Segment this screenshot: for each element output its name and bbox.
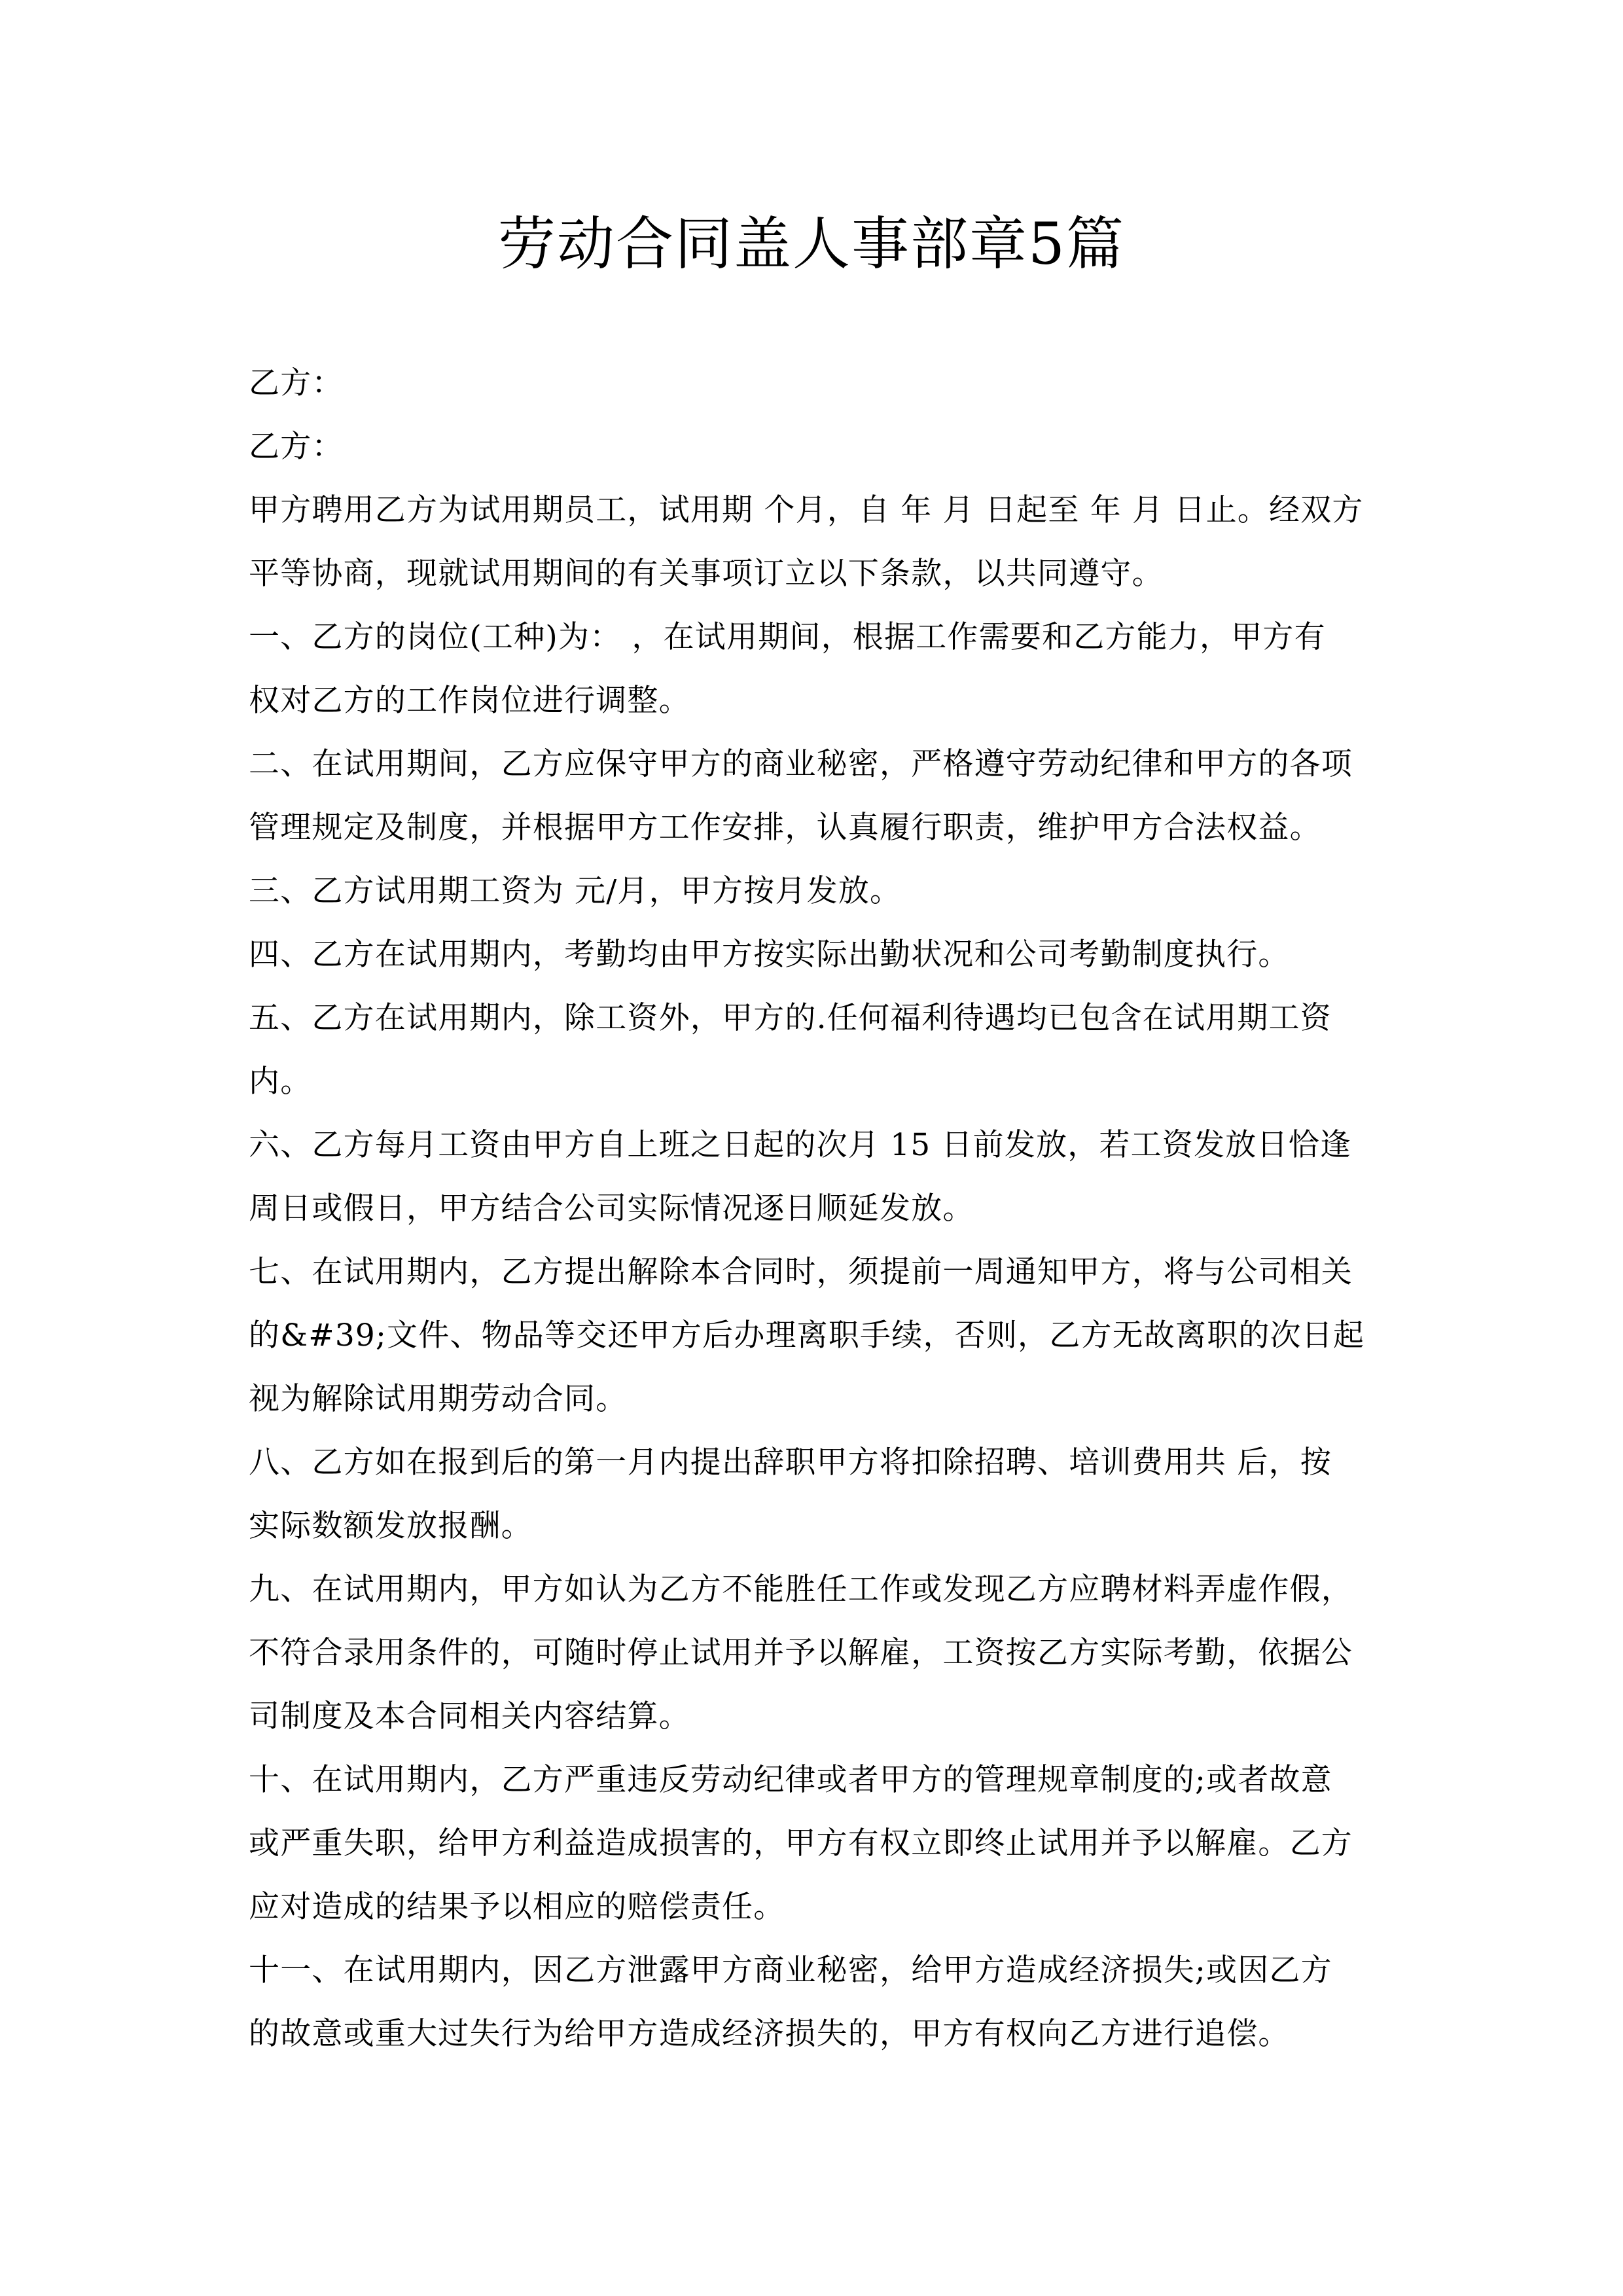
text-line: 一、乙方的岗位(工种)为： ，在试用期间，根据工作需要和乙方能力，甲方有: [249, 619, 1326, 655]
paragraph-clause-10: [249, 1748, 1387, 1939]
text-line: 四、乙方在试用期内，考勤均由甲方按实际出勤状况和公司考勤制度执行。: [249, 937, 1290, 973]
text-line: 的&#39;文件、物品等交还甲方后办理离职手续，否则，乙方无故离职的次日起: [249, 1318, 1365, 1354]
text-line: 十一、在试用期内，因乙方泄露甲方商业秘密，给甲方造成经济损失;或因乙方: [249, 1952, 1332, 1988]
text-line: 八、乙方如在报到后的第一月内提出辞职甲方将扣除招聘、培训费用共 后，按: [249, 1444, 1332, 1480]
text-line: 七、在试用期内，乙方提出解除本合同时，须提前一周通知甲方，将与公司相关: [249, 1254, 1353, 1290]
text-line: 乙方：: [249, 365, 344, 401]
paragraph-party-b-2: [249, 415, 1387, 478]
text-line: 三、乙方试用期工资为 元/月，甲方按月发放。: [249, 873, 902, 909]
paragraph-clause-4: [249, 923, 1387, 986]
text-line: 权对乙方的工作岗位进行调整。: [249, 683, 690, 719]
paragraph-clause-11: [249, 1939, 1387, 2066]
text-line: 六、乙方每月工资由甲方自上班之日起的次月 15 日前发放，若工资发放日恰逢: [249, 1127, 1352, 1163]
text-line: 平等协商，现就试用期间的有关事项订立以下条款，以共同遵守。: [249, 556, 1164, 592]
text-line: 应对造成的结果予以相应的赔偿责任。: [249, 1889, 785, 1925]
text-line: 乙方：: [249, 429, 344, 465]
paragraph-clause-2: [249, 732, 1387, 859]
text-line: 甲方聘用乙方为试用期员工，试用期 个月，自 年 月 日起至 年 月 日止。经双方: [249, 492, 1364, 528]
paragraph-clause-3: [249, 859, 1387, 923]
text-line: 内。: [249, 1064, 312, 1100]
text-line: 的故意或重大过失行为给甲方造成经济损失的，甲方有权向乙方进行追偿。: [249, 2016, 1290, 2052]
document-title: 劳动合同盖人事部章5篇: [498, 210, 1125, 278]
text-line: 周日或假日，甲方结合公司实际情况逐日顺延发放。: [249, 1191, 974, 1227]
paragraph-clause-9: [249, 1558, 1387, 1748]
text-line: 司制度及本合同相关内容结算。: [249, 1698, 690, 1734]
text-line: 不符合录用条件的，可随时停止试用并予以解雇，工资按乙方实际考勤，依据公: [249, 1635, 1353, 1671]
text-line: 实际数额发放报酬。: [249, 1508, 533, 1544]
paragraph-clause-6: [249, 1113, 1387, 1240]
text-line: 十、在试用期内，乙方严重违反劳动纪律或者甲方的管理规章制度的;或者故意: [249, 1762, 1332, 1798]
paragraph-clause-8: [249, 1431, 1387, 1558]
text-line: 视为解除试用期劳动合同。: [249, 1381, 628, 1417]
text-line: 五、乙方在试用期内，除工资外，甲方的.任何福利待遇均已包含在试用期工资: [249, 1000, 1332, 1036]
text-line: 二、在试用期间，乙方应保守甲方的商业秘密，严格遵守劳动纪律和甲方的各项: [249, 746, 1353, 782]
paragraph-clause-1: [249, 605, 1387, 732]
text-line: 九、在试用期内，甲方如认为乙方不能胜任工作或发现乙方应聘材料弄虚作假，: [249, 1571, 1353, 1607]
paragraph-party-b-1: [249, 351, 1387, 415]
paragraph-clause-7: [249, 1240, 1387, 1431]
document-body: [249, 351, 1387, 2066]
paragraph-preamble: [249, 478, 1387, 605]
text-line: 管理规定及制度，并根据甲方工作安排，认真履行职责，维护甲方合法权益。: [249, 810, 1321, 846]
text-line: 或严重失职，给甲方利益造成损害的，甲方有权立即终止试用并予以解雇。乙方: [249, 1825, 1353, 1861]
paragraph-clause-5: [249, 986, 1387, 1113]
